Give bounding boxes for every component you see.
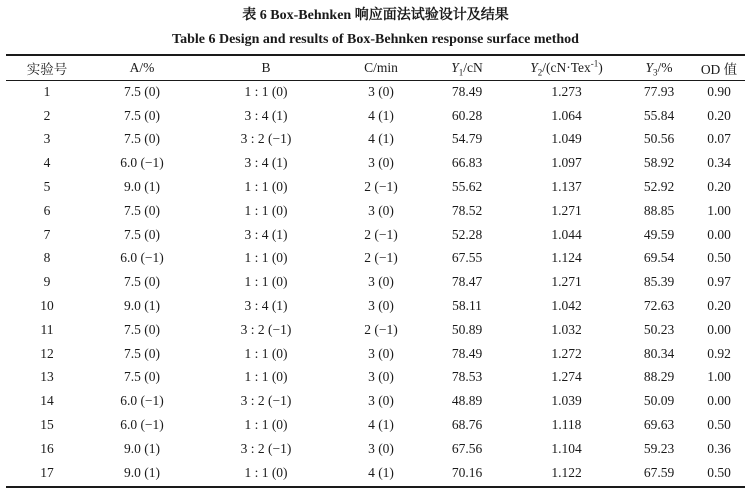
cell-y1: 50.89 (451, 321, 483, 337)
cell-c: 3 (0) (368, 155, 394, 171)
cell-c: 3 (0) (368, 393, 394, 409)
cell-od: 0.50 (707, 464, 731, 480)
table-row (6, 151, 745, 175)
header-y1-symbol: Y (451, 59, 459, 75)
cell-y3: 67.59 (643, 464, 675, 480)
header-experiment-no: 实验号 (26, 61, 68, 77)
table-row (6, 389, 745, 413)
cell-experiment-no: 6 (43, 202, 51, 218)
cell-c: 2 (−1) (364, 321, 398, 337)
table-row (6, 175, 745, 199)
header-y2-unit-post: ) (598, 59, 603, 75)
cell-y1: 67.55 (451, 250, 483, 266)
cell-y3: 80.34 (643, 345, 675, 361)
cell-od: 0.97 (707, 274, 731, 290)
cell-b: 1 : 1 (0) (244, 369, 288, 385)
cell-od: 1.00 (707, 369, 731, 385)
cell-od: 0.50 (707, 250, 731, 266)
bottom-rule (6, 486, 745, 488)
cell-experiment-no: 1 (43, 83, 51, 99)
header-y2-unit-pre: /(cN·Tex (542, 59, 591, 75)
cell-y1: 54.79 (451, 131, 483, 147)
table-row (6, 366, 745, 390)
cell-b: 3 : 4 (1) (244, 298, 288, 314)
cell-y2: 1.118 (551, 417, 582, 433)
cell-y1: 52.28 (451, 226, 483, 242)
cell-experiment-no: 10 (40, 298, 54, 314)
cell-experiment-no: 5 (43, 179, 51, 195)
table-row (6, 128, 745, 152)
cell-a: 7.5 (0) (124, 369, 160, 385)
cell-y3: 49.59 (643, 226, 675, 242)
cell-od: 1.00 (707, 202, 731, 218)
cell-b: 1 : 1 (0) (244, 274, 288, 290)
cell-y1: 78.53 (451, 369, 483, 385)
cell-b: 1 : 1 (0) (244, 83, 288, 99)
header-row (6, 55, 745, 80)
cell-c: 3 (0) (368, 440, 394, 456)
cell-y1: 58.11 (452, 298, 482, 314)
cell-a: 6.0 (−1) (120, 250, 164, 266)
cell-od: 0.50 (707, 417, 731, 433)
header-y3-unit: /% (657, 59, 673, 75)
header-y1-subscript: 1 (458, 67, 464, 78)
table-row (6, 437, 745, 461)
cell-od: 0.20 (707, 298, 731, 314)
cell-y1: 70.16 (451, 464, 483, 480)
cell-y3: 52.92 (643, 179, 675, 195)
header-y3-symbol: Y (645, 59, 653, 75)
cell-y2: 1.104 (551, 440, 582, 456)
cell-od: 0.07 (707, 131, 731, 147)
cell-od: 0.34 (707, 155, 731, 171)
cell-experiment-no: 17 (40, 464, 54, 480)
cell-y1: 78.49 (451, 83, 483, 99)
cell-b: 1 : 1 (0) (244, 250, 288, 266)
cell-experiment-no: 3 (43, 131, 51, 147)
cell-experiment-no: 4 (43, 155, 51, 171)
cell-od: 0.00 (707, 321, 731, 337)
cell-y2: 1.124 (551, 250, 582, 266)
table-row (6, 80, 745, 104)
cell-a: 7.5 (0) (124, 321, 160, 337)
table-row (6, 294, 745, 318)
header-y2-symbol: Y (530, 59, 538, 75)
header-c: C/min (364, 59, 398, 75)
cell-y1: 67.56 (451, 440, 483, 456)
table-row (6, 270, 745, 294)
cell-od: 0.92 (707, 345, 731, 361)
cell-experiment-no: 2 (43, 107, 51, 123)
header-od: OD 值 (700, 61, 738, 77)
cell-c: 4 (1) (368, 107, 394, 123)
cell-y3: 58.92 (643, 155, 675, 171)
cell-experiment-no: 16 (40, 440, 54, 456)
header-y2-subscript: 2 (537, 67, 543, 78)
cell-c: 4 (1) (368, 464, 394, 480)
cell-y1: 66.83 (451, 155, 483, 171)
cell-experiment-no: 14 (40, 393, 54, 409)
cell-c: 2 (−1) (364, 226, 398, 242)
table-row (6, 461, 745, 485)
cell-c: 3 (0) (368, 298, 394, 314)
header-y1 (426, 55, 508, 80)
caption-english: Table 6 Design and results of Box-Behnken response surface method (172, 32, 579, 47)
cell-od: 0.20 (707, 107, 731, 123)
cell-od: 0.20 (707, 179, 731, 195)
cell-c: 3 (0) (368, 202, 394, 218)
cell-c: 4 (1) (368, 417, 394, 433)
header-y3-subscript: 3 (653, 67, 658, 78)
cell-y2: 1.122 (551, 464, 582, 480)
cell-a: 7.5 (0) (124, 131, 160, 147)
cell-a: 9.0 (1) (124, 179, 160, 195)
cell-y2: 1.032 (551, 321, 582, 337)
cell-y2: 1.137 (551, 179, 582, 195)
cell-y2: 1.272 (551, 345, 582, 361)
cell-experiment-no: 8 (43, 250, 51, 266)
cell-y3: 69.63 (643, 417, 675, 433)
cell-y2: 1.097 (551, 155, 582, 171)
cell-y1: 68.76 (451, 417, 483, 433)
table-row (6, 104, 745, 128)
cell-b: 3 : 2 (−1) (240, 393, 292, 409)
cell-y2: 1.039 (551, 393, 582, 409)
cell-y1: 60.28 (451, 107, 483, 123)
cell-y2: 1.273 (551, 83, 582, 99)
cell-b: 1 : 1 (0) (244, 179, 288, 195)
cell-a: 7.5 (0) (124, 226, 160, 242)
header-b: B (261, 59, 271, 75)
cell-y3: 85.39 (643, 274, 675, 290)
cell-y2: 1.049 (551, 131, 582, 147)
table-body (6, 80, 745, 485)
header-y2 (508, 55, 625, 80)
cell-b: 3 : 2 (−1) (240, 131, 292, 147)
cell-od: 0.00 (707, 226, 731, 242)
cell-c: 2 (−1) (364, 179, 398, 195)
table-row (6, 199, 745, 223)
cell-y3: 59.23 (643, 440, 675, 456)
cell-a: 6.0 (−1) (120, 393, 164, 409)
cell-a: 9.0 (1) (124, 440, 160, 456)
cell-y3: 55.84 (643, 107, 675, 123)
caption-chinese: 表 6 Box-Behnken 响应面法试验设计及结果 (242, 8, 509, 23)
cell-b: 1 : 1 (0) (244, 464, 288, 480)
cell-a: 7.5 (0) (124, 83, 160, 99)
cell-experiment-no: 15 (40, 417, 54, 433)
cell-y1: 78.47 (451, 274, 483, 290)
cell-experiment-no: 9 (43, 274, 51, 290)
cell-y3: 88.85 (643, 202, 675, 218)
cell-a: 7.5 (0) (124, 202, 160, 218)
header-y3 (625, 55, 693, 80)
cell-b: 3 : 2 (−1) (240, 440, 292, 456)
cell-y3: 88.29 (643, 369, 675, 385)
cell-y2: 1.274 (551, 369, 582, 385)
cell-y1: 48.89 (451, 393, 483, 409)
cell-c: 3 (0) (368, 369, 394, 385)
cell-a: 7.5 (0) (124, 107, 160, 123)
cell-y2: 1.042 (551, 298, 582, 314)
cell-c: 3 (0) (368, 274, 394, 290)
cell-od: 0.00 (707, 393, 731, 409)
cell-a: 6.0 (−1) (120, 417, 164, 433)
cell-y3: 72.63 (643, 298, 675, 314)
cell-c: 2 (−1) (364, 250, 398, 266)
cell-b: 3 : 2 (−1) (240, 321, 292, 337)
cell-y3: 50.23 (643, 321, 675, 337)
cell-a: 9.0 (1) (124, 298, 160, 314)
cell-c: 4 (1) (368, 131, 394, 147)
cell-a: 7.5 (0) (124, 345, 160, 361)
table-row (6, 318, 745, 342)
header-a: A/% (129, 59, 155, 75)
cell-a: 6.0 (−1) (120, 155, 164, 171)
cell-y2: 1.064 (551, 107, 582, 123)
header-y1-unit: /cN (463, 59, 483, 75)
cell-experiment-no: 13 (40, 369, 54, 385)
cell-y2: 1.044 (551, 226, 582, 242)
cell-experiment-no: 7 (43, 226, 51, 242)
cell-b: 1 : 1 (0) (244, 202, 288, 218)
cell-y1: 78.52 (451, 202, 483, 218)
cell-b: 3 : 4 (1) (244, 107, 288, 123)
table-row (6, 247, 745, 271)
cell-y2: 1.271 (551, 274, 582, 290)
cell-b: 1 : 1 (0) (244, 345, 288, 361)
table-row (6, 413, 745, 437)
cell-c: 3 (0) (368, 345, 394, 361)
cell-od: 0.90 (707, 83, 731, 99)
cell-c: 3 (0) (368, 83, 394, 99)
cell-y1: 78.49 (451, 345, 483, 361)
cell-a: 9.0 (1) (124, 464, 160, 480)
cell-y3: 77.93 (643, 83, 675, 99)
table-row (6, 342, 745, 366)
cell-experiment-no: 12 (40, 345, 54, 361)
cell-b: 1 : 1 (0) (244, 417, 288, 433)
table-row (6, 223, 745, 247)
cell-b: 3 : 4 (1) (244, 226, 288, 242)
cell-y2: 1.271 (551, 202, 582, 218)
cell-od: 0.36 (707, 440, 731, 456)
header-y2-superscript: -1 (590, 58, 599, 68)
cell-a: 7.5 (0) (124, 274, 160, 290)
results-table (6, 55, 745, 485)
cell-y1: 55.62 (451, 179, 483, 195)
cell-y3: 50.09 (643, 393, 675, 409)
cell-b: 3 : 4 (1) (244, 155, 288, 171)
cell-y3: 50.56 (643, 131, 675, 147)
cell-y3: 69.54 (643, 250, 675, 266)
cell-experiment-no: 11 (40, 321, 54, 337)
